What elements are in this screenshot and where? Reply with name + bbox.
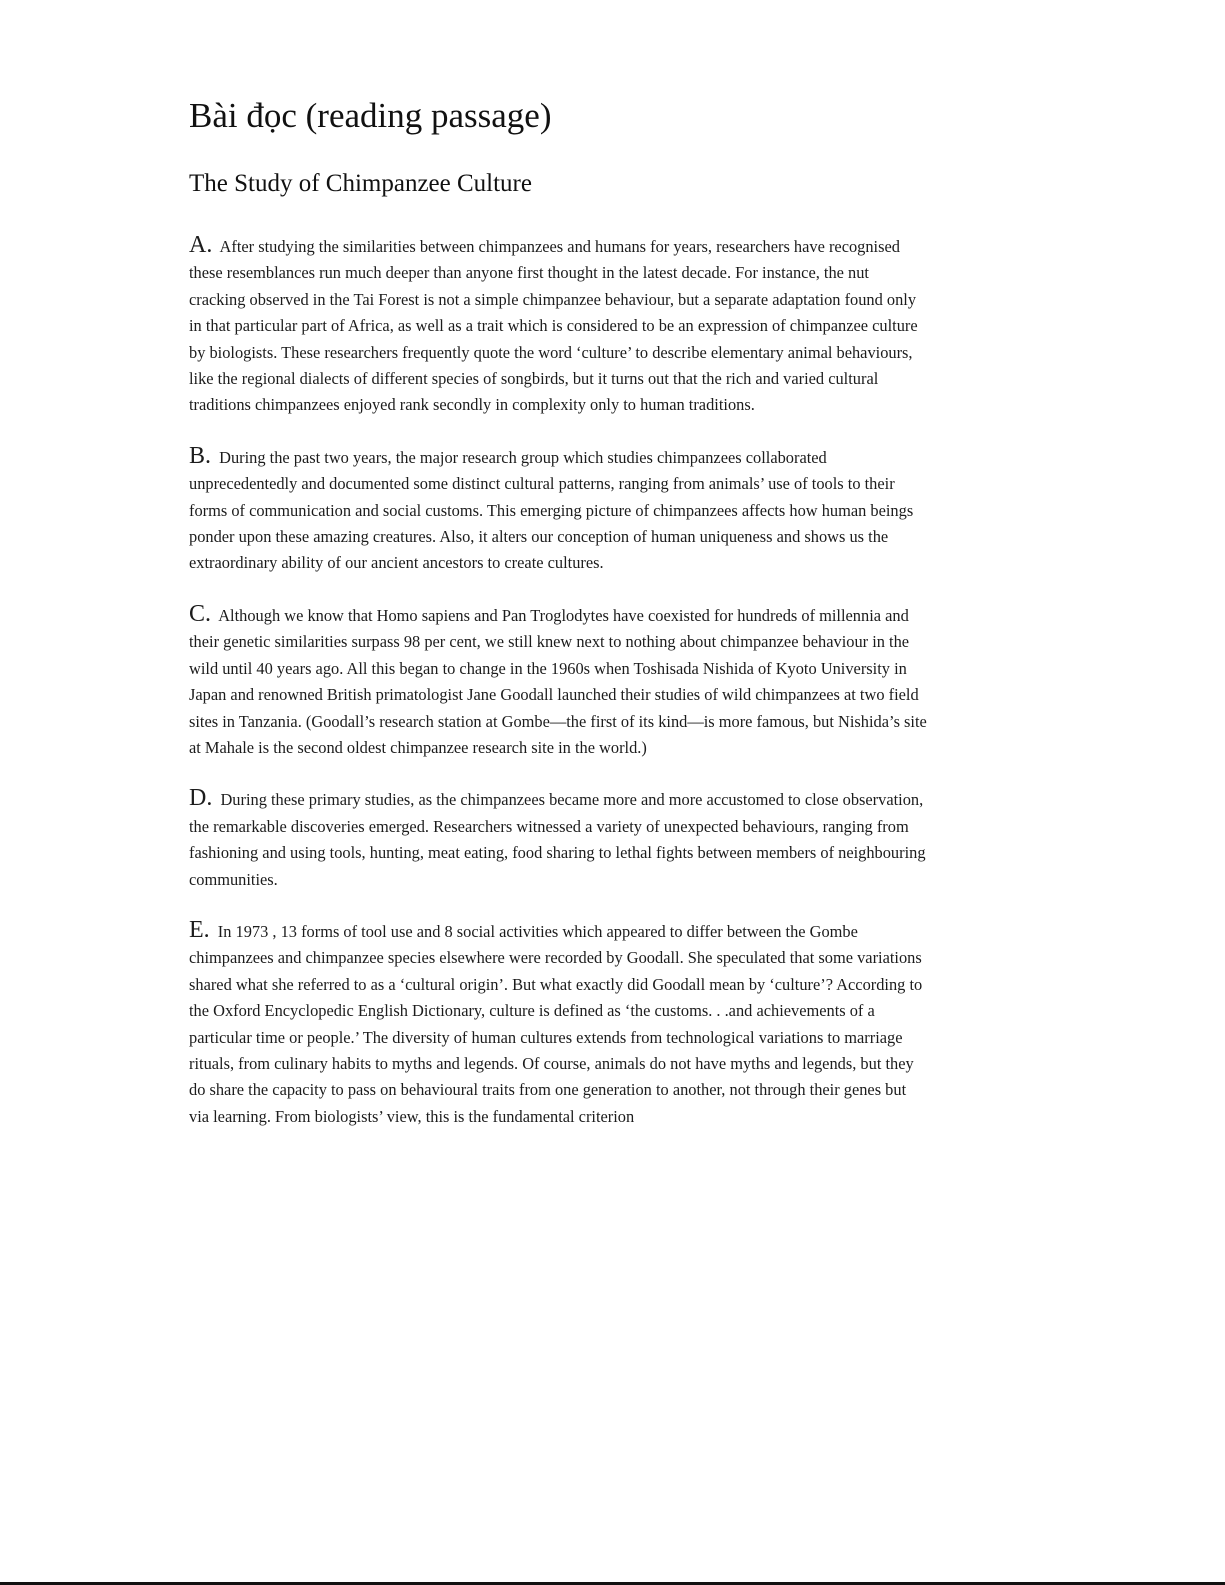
- paragraph-e: [189, 917, 929, 1130]
- paragraph-d: [189, 785, 929, 893]
- paragraph-text: In 1973 , 13 forms of tool use and 8 social activities which appeared to differ between the Gombe chimpanzees and chimpanzee species elsewhere were recorded by Goodall. She speculated that some variations shared what she referred to as a ‘cultural origin’. But what exactly did Goodall mean by ‘culture’? According to the Oxford Encyclopedic English Dictionary, culture is defined as ‘the customs. . .and achievements of a particular time or people.’ The diversity of human cultures extends from technological variations to marriage rituals, from culinary habits to myths and legends. Of course, animals do not have myths and legends, but they do share the capacity to pass on behavioural traits from one generation to another, not through their genes but via learning. From biologists’ view, this is the fundamental criterion: [189, 921, 923, 1126]
- document-content: [189, 92, 929, 1130]
- paragraph-letter: A.: [189, 232, 213, 258]
- page-heading: Bài đọc (reading passage): [189, 96, 552, 135]
- paragraph-letter: D.: [189, 785, 213, 812]
- paragraph-c: [189, 601, 929, 761]
- paragraph-letter: E.: [189, 916, 210, 943]
- paragraph-a: [189, 232, 929, 419]
- paragraph-letter: B.: [189, 442, 212, 469]
- paragraph-text: After studying the similarities between chimpanzees and humans for years, researchers have recognised these resemblances run much deeper than anyone first thought in the latest decade. For instance, the nut cracking observed in the Tai Forest is not a simple chimpanzee behaviour, but a separate adaptation found only in that particular part of Africa, as well as a trait which is considered to be an expression of chimpanzee culture by biologists. These researchers frequently quote the word ‘culture’ to describe elementary animal behaviours, like the regional dialects of different species of songbirds, but it turns out that the rich and varied cultural traditions chimpanzees enjoyed rank secondly in complexity only to human traditions.: [189, 237, 918, 415]
- paragraph-text: Although we know that Homo sapiens and Pan Troglodytes have coexisted for hundreds of millennia and their genetic similarities surpass 98 per cent, we still knew next to nothing about chimpanzee behaviour in the wild until 40 years ago. All this began to change in the 1960s when Toshisada Nishida of Kyoto University in Japan and renowned British primatologist Jane Goodall launched their studies of wild chimpanzees at two field sites in Tanzania. (Goodall’s research station at Gombe—the first of its kind—is more famous, but Nishida’s site at Mahale is the second oldest chimpanzee research site in the world.): [189, 605, 927, 757]
- paragraph-text: During these primary studies, as the chimpanzees became more and more accustomed to close observation, the remarkable discoveries emerged. Researchers witnessed a variety of unexpected behaviours, ranging from fashioning and using tools, hunting, meat eating, food sharing to lethal fights between members of neighbouring communities.: [189, 790, 926, 889]
- paragraph-text: During the past two years, the major research group which studies chimpanzees collaborated unprecedentedly and documented some distinct cultural patterns, ranging from animals’ use of tools to their forms of communication and social customs. This emerging picture of chimpanzees affects how human beings ponder upon these amazing creatures. Also, it alters our conception of human uniqueness and shows us the extraordinary ability of our ancient ancestors to create cultures.: [189, 447, 914, 573]
- paragraph-letter: C.: [189, 600, 212, 627]
- paragraph-b: [189, 443, 929, 577]
- passage-title: The Study of Chimpanzee Culture: [189, 170, 532, 197]
